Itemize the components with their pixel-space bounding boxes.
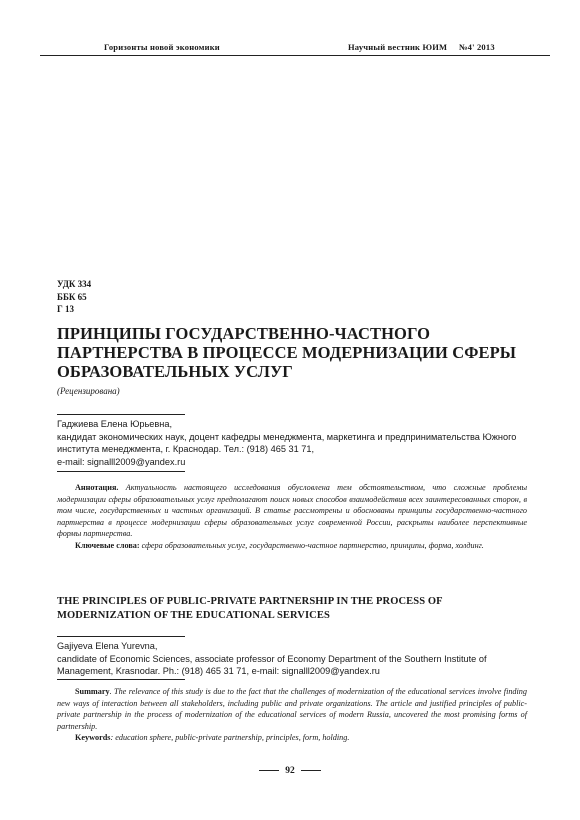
article-title-en: THE PRINCIPLES OF PUBLIC-PRIVATE PARTNERSHIP IN THE PROCESS OF MODERNIZATION OF THE EDUCATIONAL SERVICES [57, 596, 443, 621]
keywords-paragraph-en [57, 732, 527, 744]
footer-dash-left [259, 770, 279, 771]
footer-dash-right [301, 770, 321, 771]
abstract-ru [57, 482, 527, 552]
author-rule-en [57, 636, 185, 637]
keywords-label-en: Keywords [75, 733, 111, 743]
page-footer [0, 766, 580, 776]
abstract-paragraph [57, 482, 527, 540]
author-rule-ru [57, 414, 185, 415]
keywords-paragraph-ru [57, 540, 527, 552]
keywords-text-en: : education sphere, public-private partnership, principles, form, holding. [110, 733, 350, 743]
header-rule [40, 55, 550, 56]
abstract-label: Аннотация. [75, 483, 119, 492]
bbk-code: ББК 65 [57, 291, 87, 302]
running-header-right: Научный вестник ЮИМ №4' 2013 [348, 42, 495, 52]
author-position-ru: кандидат экономических наук, доцент кафедры менеджмента, маркетинга и предпринимательства Южного института менеджмента, г. Краснодар. Тел.: (918) 465 31 71, [57, 431, 517, 454]
author-name-ru: Гаджиева Елена Юрьевна, [57, 419, 172, 429]
udk-code: УДК 334 [57, 279, 92, 289]
author-email-ru: e-mail: signalll2009@yandex.ru [57, 456, 186, 467]
summary-paragraph [57, 686, 527, 732]
summary-label: Summary [75, 687, 110, 696]
article-title-ru: ПРИНЦИПЫ ГОСУДАРСТВЕННО-ЧАСТНОГО ПАРТНЕРСТВА В ПРОЦЕССЕ МОДЕРНИЗАЦИИ СФЕРЫ ОБРАЗОВАТЕЛЬНЫХ УСЛУГ [57, 324, 517, 381]
keywords-text-ru: сфера образовательных услуг, государственно-частное партнерство, принципы, форма, холдинг. [139, 540, 484, 550]
page-number: 92 [285, 766, 295, 776]
keywords-label-ru: Ключевые слова: [75, 540, 140, 550]
author-rule-ru-bottom [57, 471, 185, 472]
author-block-ru [57, 418, 527, 468]
author-name-en: Gajiyeva Elena Yurevna, [57, 641, 158, 651]
author-position-en: candidate of Economic Sciences, associate professor of Economy Department of the Southern Institute of Management, Krasnodar. Ph.: (918) 465 31 71, e-mail: signalll2009@yandex.ru [57, 653, 487, 676]
author-mark-code: Г 13 [57, 304, 74, 314]
reviewed-note: (Рецензирована) [57, 386, 120, 396]
author-rule-en-bottom [57, 679, 185, 680]
abstract-text: Актуальность настоящего исследования обусловлена тем обстоятельством, что сложные проблемы модернизации сферы образовательных услуг предполагают поиск новых способов взаимодействия всех заинтересованных сторон, в том числе, государственных и частных организаций. В статье рассмотрены и обоснованы принципы государственно-частного партнерства в процессе модернизации сферы образовательных услуг современной России, раскрыты наиболее перспективные формы партнерства. [57, 483, 527, 539]
running-header-left: Горизонты новой экономики [104, 42, 220, 52]
summary-text: . The relevance of this study is due to the fact that the challenges of modernization of the educational services involve finding new ways of interaction between all stakeholders, including public and private organizations. The article and justified principles of public-private partnership in the process of modernization of the educational services of modern Russia, uncovered the most promising forms of partnership. [57, 687, 527, 731]
author-block-en [57, 640, 527, 678]
classification-codes [57, 278, 91, 316]
summary-en [57, 686, 527, 744]
